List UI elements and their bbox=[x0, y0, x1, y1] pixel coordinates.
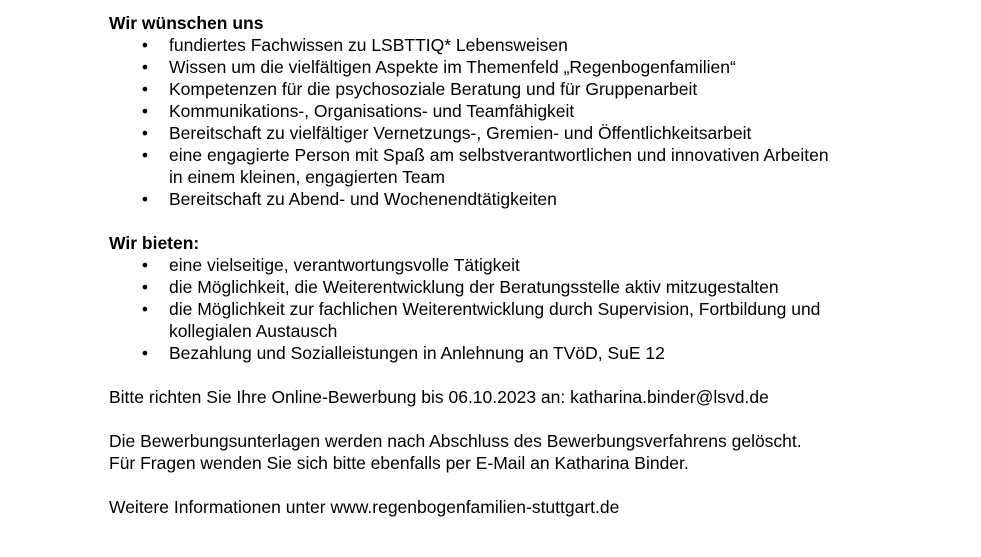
offers-list bbox=[109, 254, 909, 364]
spacer bbox=[109, 474, 909, 496]
bullet-icon: • bbox=[141, 101, 149, 121]
list-item: • Wissen um die vielfältigen Aspekte im Themenfeld „Regenbogenfamilien“ bbox=[141, 57, 736, 77]
list-item: • Bereitschaft zu vielfältiger Vernetzungs-, Gremien- und Öffentlichkeitsarbeit bbox=[141, 123, 752, 143]
spacer bbox=[109, 210, 909, 232]
bullet-icon: • bbox=[141, 189, 149, 209]
list-item: • Bezahlung und Sozialleistungen in Anlehnung an TVöD, SuE 12 bbox=[141, 343, 665, 363]
section-heading-offers: Wir bieten: bbox=[109, 233, 200, 253]
list-item: • Kompetenzen für die psychosoziale Beratung und für Gruppenarbeit bbox=[141, 79, 698, 99]
bullet-icon: • bbox=[141, 299, 149, 319]
bullet-icon: • bbox=[141, 343, 149, 363]
bullet-icon: • bbox=[141, 255, 149, 275]
document-page bbox=[109, 12, 909, 518]
bullet-icon: • bbox=[141, 79, 149, 99]
section-offers bbox=[109, 232, 909, 364]
bullet-icon: • bbox=[141, 123, 149, 143]
data-notice-paragraph: Die Bewerbungsunterlagen werden nach Abschluss des Bewerbungsverfahrens gelöscht. Für Fragen wenden Sie sich bitte ebenfalls per E-Mail an Katharina Binder. bbox=[109, 431, 802, 473]
bullet-icon: • bbox=[141, 277, 149, 297]
list-item: • fundiertes Fachwissen zu LSBTTIQ* Lebensweisen bbox=[141, 35, 568, 55]
wishes-list bbox=[109, 34, 909, 210]
bullet-icon: • bbox=[141, 35, 149, 55]
list-item: • Bereitschaft zu Abend- und Wochenendtätigkeiten bbox=[141, 189, 557, 209]
section-heading-wishes: Wir wünschen uns bbox=[109, 13, 264, 33]
more-info-paragraph: Weitere Informationen unter www.regenbogenfamilien-stuttgart.de bbox=[109, 497, 620, 517]
application-paragraph: Bitte richten Sie Ihre Online-Bewerbung bis 06.10.2023 an: katharina.binder@lsvd.de bbox=[109, 387, 769, 407]
list-item: • Kommunikations-, Organisations- und Teamfähigkeit bbox=[141, 101, 575, 121]
section-wishes bbox=[109, 12, 909, 210]
list-item: • die Möglichkeit zur fachlichen Weiterentwicklung durch Supervision, Fortbildung und kollegialen Austausch bbox=[141, 299, 821, 341]
spacer bbox=[109, 408, 909, 430]
list-item: • eine vielseitige, verantwortungsvolle Tätigkeit bbox=[141, 255, 520, 275]
list-item: • eine engagierte Person mit Spaß am selbstverantwortlichen und innovativen Arbeiten in einem kleinen, engagierten Team bbox=[141, 145, 829, 187]
list-item: • die Möglichkeit, die Weiterentwicklung der Beratungsstelle aktiv mitzugestalten bbox=[141, 277, 779, 297]
spacer bbox=[109, 364, 909, 386]
bullet-icon: • bbox=[141, 57, 149, 77]
bullet-icon: • bbox=[141, 145, 149, 165]
